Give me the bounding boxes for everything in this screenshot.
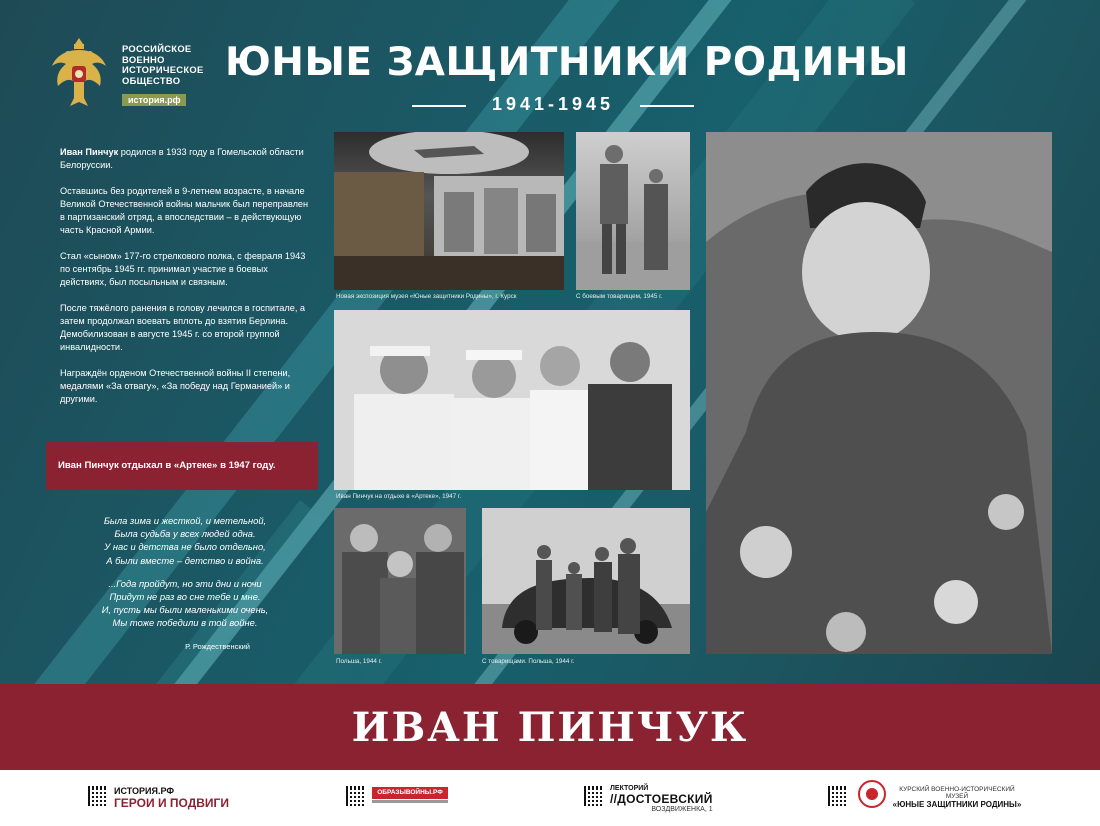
bio-paragraph xyxy=(60,146,310,172)
partner-label: ВОЗДВИЖЕНКА, 1 xyxy=(651,806,713,813)
photo-poland-1944 xyxy=(334,508,466,654)
poem xyxy=(60,514,310,640)
poem-line: Мы тоже победили в той войне. xyxy=(112,617,258,629)
partner-label: КУРСКИЙ ВОЕННО-ИСТОРИЧЕСКИЙ МУЗЕЙ xyxy=(899,786,1015,800)
org-name-line: ИСТОРИЧЕСКОЕ xyxy=(122,64,204,75)
org-name-line: ОБЩЕСТВО xyxy=(122,74,181,86)
photo-museum-exhibit xyxy=(334,132,564,290)
artek-text: Иван Пинчук отдыхал в «Артеке» в 1947 году. xyxy=(58,460,276,471)
artek-note xyxy=(46,442,318,490)
qr-code-icon[interactable] xyxy=(346,786,366,806)
bio-text: родился в 1933 году в Гомельской области Белоруссии. xyxy=(60,147,304,170)
museum-emblem-icon xyxy=(858,780,886,808)
photo-caption: С боевым товарищем, 1945 г. xyxy=(576,293,663,300)
poem-line: А были вместе – детство и война. xyxy=(106,554,264,566)
org-name xyxy=(122,44,212,86)
partner-label: ГЕРОИ И ПОДВИГИ xyxy=(114,796,229,810)
poem-line: И, пусть мы были маленькими очень, xyxy=(101,604,269,616)
bio-paragraph: Стал «сыном» 177-го стрелкового полка, с февраля 1943 по сентябрь 1945 гг. принимал участие в боевых действиях, был посыльным и связным. xyxy=(60,251,306,287)
poem-line: Была судьба у всех людей одна. xyxy=(114,528,256,540)
partner-istoriya-rf xyxy=(114,786,229,810)
org-name-line: ВОЕННО xyxy=(122,53,165,65)
photo-with-comrade xyxy=(576,132,690,290)
partner-label: //ДОСТОЕВСКИЙ xyxy=(610,792,713,806)
partner-subline xyxy=(372,800,448,803)
org-name-line: РОССИЙСКОЕ xyxy=(122,43,192,54)
photo-caption: Польша, 1944 г. xyxy=(336,658,382,665)
photo-with-comrades xyxy=(482,508,690,654)
partner-kursk-museum xyxy=(892,786,1022,809)
qr-code-icon[interactable] xyxy=(584,786,604,806)
poem-line: Придут не раз во сне тебе и мне. xyxy=(109,591,261,603)
years-banner xyxy=(412,94,694,118)
partner-label: «ЮНЫЕ ЗАЩИТНИКИ РОДИНЫ» xyxy=(892,800,1022,809)
partner-label: ЛЕКТОРИЙ xyxy=(610,785,649,792)
bio-paragraph: Награждён орденом Отечественной войны II степени, медалями «За отвагу», «За победу над Германией» и другими. xyxy=(60,368,291,404)
org-site-badge: история.рф xyxy=(122,94,186,106)
photo-caption: Иван Пинчук на отдыхе в «Артеке», 1947 г. xyxy=(336,493,462,500)
double-headed-eagle-icon xyxy=(48,32,110,112)
hero-name: ИВАН ПИНЧУК xyxy=(351,704,749,751)
divider xyxy=(640,105,694,107)
rvio-logo xyxy=(48,32,208,112)
poem-line: ...Года пройдут, но эти дни и ночи xyxy=(108,577,262,589)
photo-artek xyxy=(334,310,690,490)
bio-paragraph: Оставшись без родителей в 9-летнем возрасте, в начале Великой Отечественной войны мальчик был переправлен в партизанский отряд, а впоследствии – в действующую часть Красной Армии. xyxy=(60,186,309,235)
qr-code-icon[interactable] xyxy=(88,786,108,806)
partner-obrazy-voiny xyxy=(372,787,448,805)
partner-label: ОБРАЗЫВОЙНЫ.РФ xyxy=(372,787,448,799)
partner-dostoevsky xyxy=(610,785,713,813)
poem-author: Р. Рождественский xyxy=(185,642,250,651)
poem-stanza xyxy=(60,514,310,567)
photo-caption: Новая экспозиция музея «Юные защитники Родины», г. Курск xyxy=(336,293,517,300)
poem-stanza xyxy=(60,577,310,630)
poem-line: Была зима и жесткой, и метельной, xyxy=(103,515,267,526)
page-title: ЮНЫЕ ЗАЩИТНИКИ РОДИНЫ xyxy=(225,40,909,85)
photo-caption: С товарищами. Польша, 1944 г. xyxy=(482,658,575,665)
biography xyxy=(60,146,310,419)
footer xyxy=(0,770,1100,826)
name-band xyxy=(0,684,1100,770)
partner-label: ИСТОРИЯ.РФ xyxy=(114,786,175,796)
bio-paragraph: После тяжёлого ранения в голову лечился в госпитале, а затем продолжал воевать вплоть до взятия Берлина. Демобилизован в августе 1945 г. со второй группой инвалидности. xyxy=(60,303,306,352)
photo-portrait-ivan xyxy=(706,132,1052,654)
qr-code-icon[interactable] xyxy=(828,786,848,806)
poem-line: У нас и детства не было отдельно, xyxy=(104,541,266,553)
hero-name-inline: Иван Пинчук xyxy=(60,147,119,157)
years-text: 1941-1945 xyxy=(491,94,615,114)
